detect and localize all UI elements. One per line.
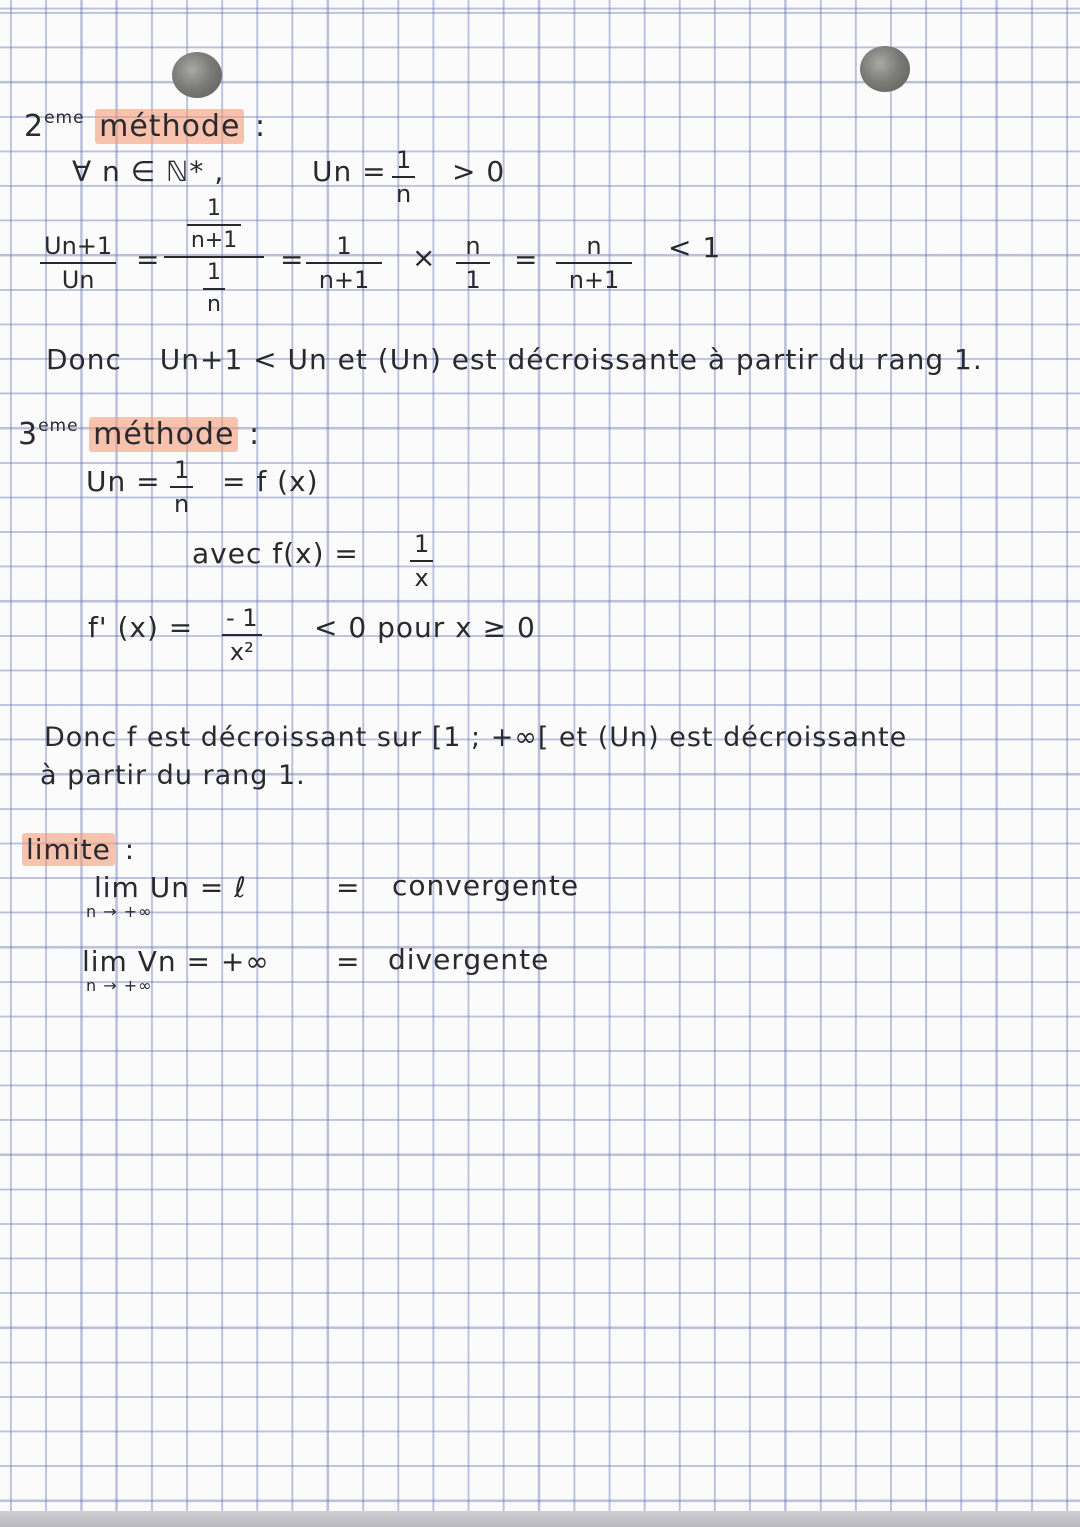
equals-sign: = <box>514 243 539 276</box>
un-definition-lhs: Un = <box>312 155 387 188</box>
un-definition-fraction <box>392 148 415 206</box>
fraction-numerator: 1 <box>174 456 190 484</box>
less-than-one: < 1 <box>668 231 722 264</box>
compound-bottom-fraction <box>203 262 225 316</box>
un-definition-rhs: > 0 <box>452 155 506 188</box>
method3-conclusion-line1: Donc f est décroissant sur [1 ; +∞[ et (Un) est décroissante <box>44 722 908 753</box>
fraction-numerator: 1 <box>336 232 352 260</box>
fraction-bar <box>187 224 241 226</box>
limit-row-2-label: divergente <box>388 943 550 976</box>
limit-row-2-equals: = <box>336 945 361 978</box>
fraction-bar <box>392 176 415 178</box>
limit-row-1-subscript: n → +∞ <box>86 902 153 921</box>
f-fraction <box>410 532 433 590</box>
method2-heading-word: méthode <box>95 109 244 144</box>
donc-word: Donc <box>46 343 122 376</box>
fraction-denominator: n+1 <box>190 228 238 253</box>
limit-row-1: lim Un = ℓ <box>94 871 247 904</box>
fraction-bar <box>556 262 632 264</box>
limit-row-1-label: convergente <box>392 869 580 902</box>
compound-fraction <box>164 198 264 316</box>
fraction-one-over-n-plus-1 <box>306 234 382 292</box>
limite-heading-word: limite <box>22 833 115 866</box>
fraction-numerator: 1 <box>414 530 430 558</box>
method3-heading-word: méthode <box>89 417 238 452</box>
fraction-denominator: x <box>414 564 429 592</box>
method3-heading-number: 3 <box>18 417 39 452</box>
fraction-denominator: n <box>207 292 221 317</box>
fraction-denominator: n+1 <box>318 266 370 294</box>
equals-sign: = <box>136 243 161 276</box>
ratio-fraction <box>40 234 116 292</box>
fraction-bar <box>40 262 116 264</box>
fraction-n-over-1 <box>456 234 490 292</box>
fraction-bar <box>170 486 193 488</box>
limit-row-2: lim Vn = +∞ <box>82 945 270 978</box>
fraction-bar <box>203 288 225 290</box>
method2-heading-colon: : <box>254 109 267 144</box>
avec-clause: avec f(x) = <box>192 537 359 570</box>
derivative-lhs: f' (x) = <box>88 611 194 644</box>
method2-heading-number: 2 <box>24 109 45 144</box>
derivative-rhs: < 0 pour x ≥ 0 <box>314 611 536 644</box>
compound-top-fraction <box>187 198 241 252</box>
method2-conclusion <box>46 343 983 376</box>
fraction-denominator: 1 <box>465 266 481 294</box>
fraction-bar <box>410 560 433 562</box>
fraction-denominator: x² <box>229 638 254 666</box>
binder-hole-left <box>172 52 222 98</box>
times-sign: × <box>412 241 437 274</box>
un-lhs: Un = <box>86 465 161 498</box>
fraction-denominator: n <box>174 490 190 518</box>
fraction-numerator: Un+1 <box>44 232 113 260</box>
limite-heading <box>22 833 136 866</box>
equals-sign: = <box>280 243 305 276</box>
fraction-numerator: 1 <box>207 260 221 285</box>
fraction-bar <box>222 634 262 636</box>
method3-heading-colon: : <box>248 417 261 452</box>
method2-heading <box>24 108 267 144</box>
binder-hole-right <box>860 46 910 92</box>
un-rhs: = f (x) <box>222 465 319 498</box>
fraction-bar <box>456 262 490 264</box>
fraction-numerator: n <box>586 232 602 260</box>
limite-heading-colon: : <box>124 833 136 866</box>
page-bottom-edge <box>0 1511 1080 1527</box>
fraction-numerator: - 1 <box>226 604 258 632</box>
un-fraction <box>170 458 193 516</box>
fraction-denominator: n+1 <box>568 266 620 294</box>
fraction-denominator: n <box>396 180 412 208</box>
limit-row-2-subscript: n → +∞ <box>86 976 153 995</box>
fraction-denominator: Un <box>61 266 95 294</box>
method3-heading <box>18 416 261 452</box>
fraction-n-over-n-plus-1 <box>556 234 632 292</box>
method3-heading-suffix: eme <box>38 416 79 436</box>
forall-clause: ∀ n ∈ ℕ* , <box>72 155 225 188</box>
fraction-numerator: 1 <box>207 196 221 221</box>
main-fraction-bar <box>164 256 264 258</box>
method2-conclusion-text: Un+1 < Un et (Un) est décroissante à partir du rang 1. <box>159 343 983 376</box>
method2-heading-suffix: eme <box>44 108 85 128</box>
fraction-numerator: 1 <box>396 146 412 174</box>
fraction-numerator: n <box>465 232 481 260</box>
derivative-fraction <box>222 606 262 664</box>
method3-conclusion-line2: à partir du rang 1. <box>40 760 306 791</box>
limit-row-1-equals: = <box>336 871 361 904</box>
fraction-bar <box>306 262 382 264</box>
